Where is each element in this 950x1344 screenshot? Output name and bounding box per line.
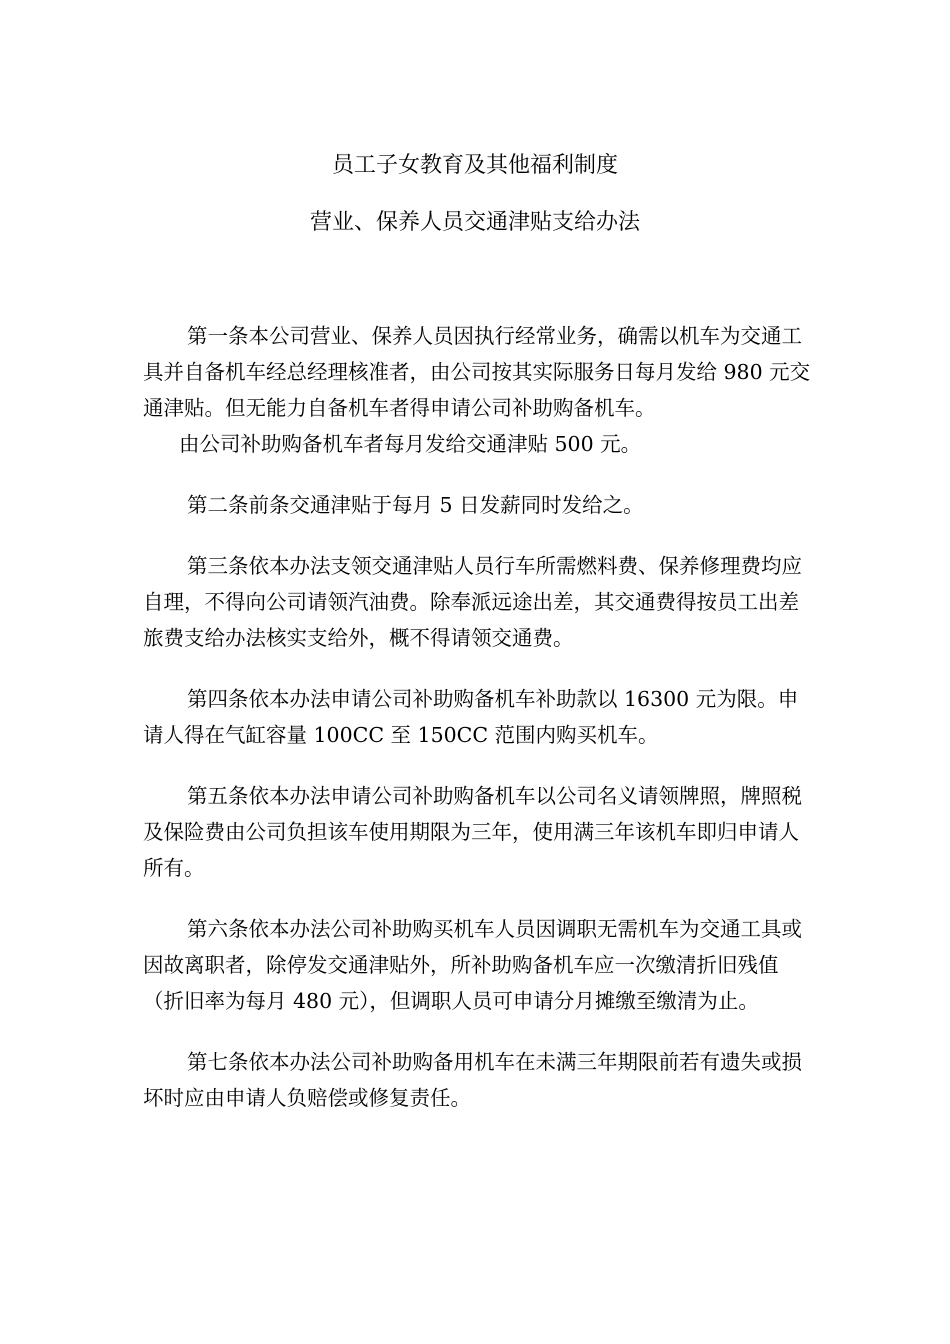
article-1-supplement-paragraph: 由公司补助购备机车者每月发给交通津贴 500 元。 <box>179 432 642 456</box>
document-body <box>143 318 818 1116</box>
article-5-paragraph: 第五条依本办法申请公司补助购备机车以公司名义请领牌照，牌照税及保险费由公司负担该车使用期限为三年，使用满三年该机车即归申请人所有。 <box>143 784 802 880</box>
article-2-paragraph: 第二条前条交通津贴于每月 5 日发薪同时发给之。 <box>187 493 644 517</box>
article-3-paragraph: 第三条依本办法支领交通津贴人员行车所需燃料费、保养修理费均应自理，不得向公司请领汽油费。除奉派远途出差，其交通费得按员工出差旅费支给办法核实支给外，概不得请领交通费。 <box>143 554 802 650</box>
article-4-paragraph: 第四条依本办法申请公司补助购备机车补助款以 16300 元为限。申请人得在气缸容量 100CC 至 150CC 范围内购买机车。 <box>143 687 799 747</box>
article-6-paragraph: 第六条依本办法公司补助购买机车人员因调职无需机车为交通工具或因故离职者，除停发交通津贴外，所补助购备机车应一次缴清折旧残值（折旧率为每月 480 元），但调职人员可申请分月摊缴至缴清为止。 <box>143 917 802 1013</box>
document-title: 员工子女教育及其他福利制度 <box>331 153 618 178</box>
document-subtitle: 营业、保养人员交通津贴支给办法 <box>309 210 640 235</box>
article-1-paragraph: 第一条本公司营业、保养人员因执行经常业务，确需以机车为交通工具并自备机车经总经理核准者，由公司按其实际服务日每月发给 980 元交通津贴。但无能力自备机车者得申请公司补助购备机车。 <box>143 324 811 420</box>
article-7-paragraph: 第七条依本办法公司补助购备用机车在未满三年期限前若有遗失或损坏时应由申请人负赔偿或修复责任。 <box>143 1050 802 1110</box>
